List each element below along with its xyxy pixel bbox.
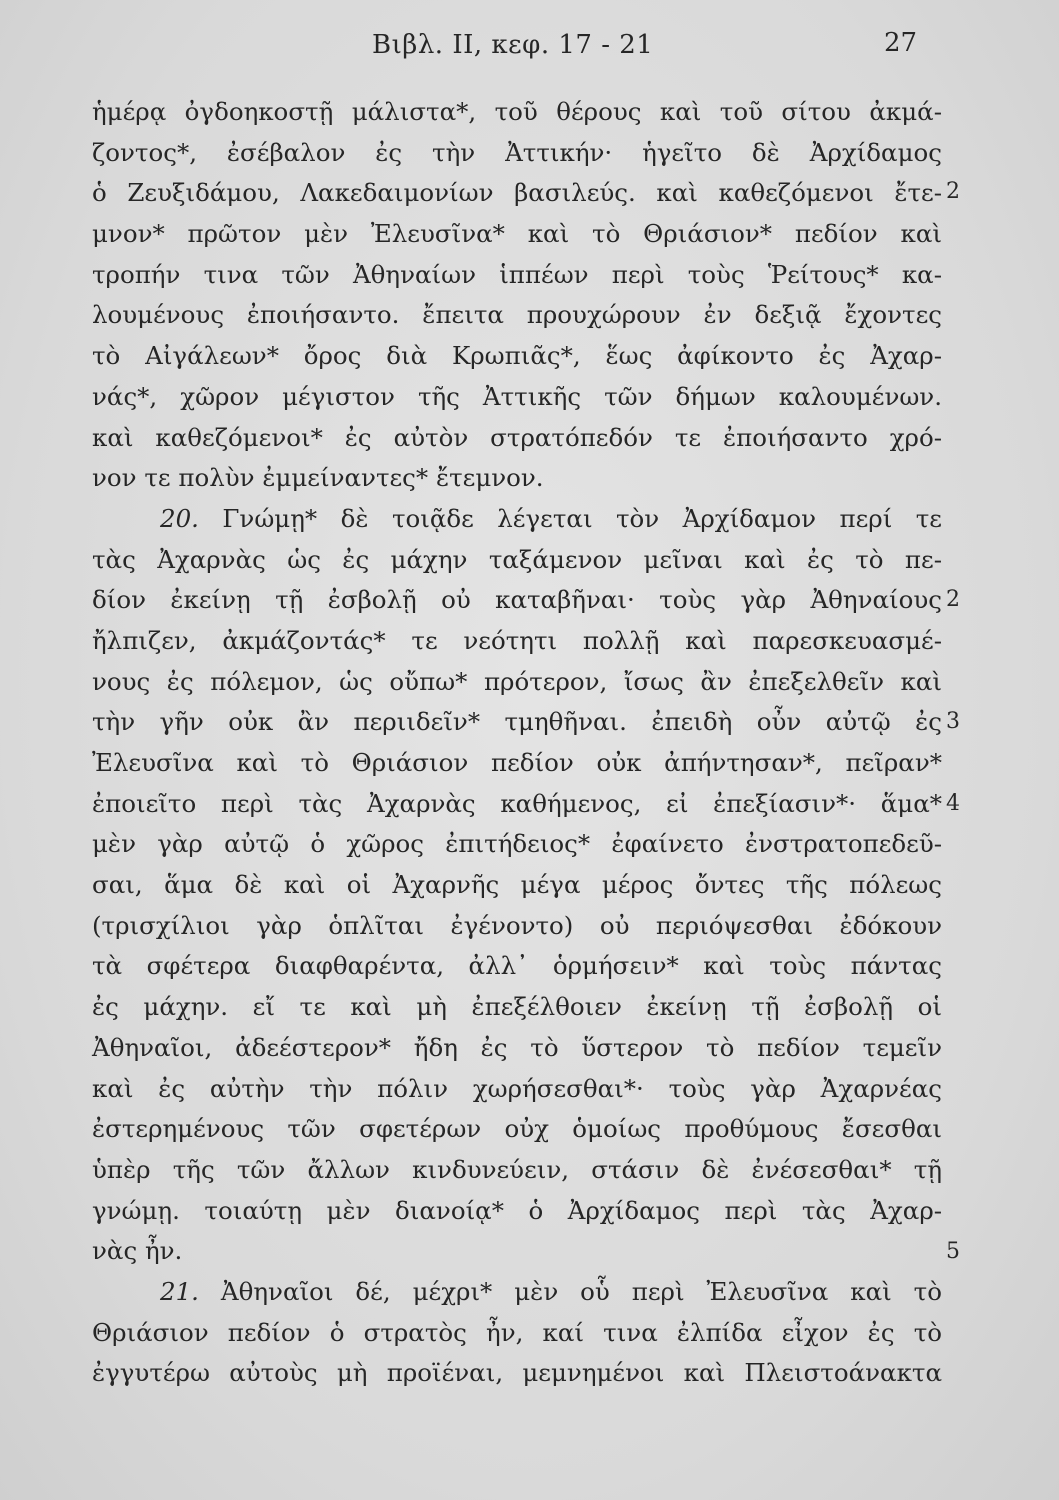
text-line: νον τε πολὺν ἐμμείναντες* ἔτεμνον. xyxy=(92,463,544,493)
text-line: μὲν γὰρ αὐτῷ ὁ χῶρος ἐπιτήδειος* ἐφαίνετο ἐνστρατοπεδεῦ- xyxy=(92,829,942,859)
margin-line-number: 5 xyxy=(946,1239,960,1264)
text-line: μνον* πρῶτον μὲν Ἐλευσῖνα* καὶ τὸ Θριάσιον* πεδίον καὶ xyxy=(92,219,942,249)
section-number: 20. xyxy=(160,503,199,533)
page-number: 27 xyxy=(884,28,918,58)
text-line: ἐστερημένους τῶν σφετέρων οὐχ ὁμοίως προθύμους ἔσεσθαι xyxy=(92,1114,942,1144)
text-line: ζοντος*, ἐσέβαλον ἐς τὴν Ἀττικήν· ἡγεῖτο δὲ Ἀρχίδαμος xyxy=(92,137,942,167)
text-line: νάς*, χῶρον μέγιστον τῆς Ἀττικῆς τῶν δήμων καλουμένων. xyxy=(92,381,942,411)
text-line: ἤλπιζεν, ἀκμάζοντάς* τε νεότητι πολλῇ καὶ παρεσκευασμέ- xyxy=(92,625,942,655)
section-start-line: 20. Γνώμῃ* δὲ τοιᾷδε λέγεται τὸν Ἀρχίδαμον περί τε xyxy=(160,503,942,533)
text-line: δίον ἐκείνῃ τῇ ἐσβολῇ οὐ καταβῆναι· τοὺς γὰρ Ἀθηναίους xyxy=(92,585,942,615)
text-line: σαι, ἅμα δὲ καὶ οἱ Ἀχαρνῆς μέγα μέρος ὄντες τῆς πόλεως xyxy=(92,870,942,900)
text-line: τροπήν τινα τῶν Ἀθηναίων ἱππέων περὶ τοὺς Ῥείτους* κα- xyxy=(92,259,942,289)
text-body xyxy=(92,92,942,1394)
text-line: ὑπὲρ τῆς τῶν ἄλλων κινδυνεύειν, στάσιν δὲ ἐνέσεσθαι* τῇ xyxy=(92,1154,942,1184)
text-line: (τρισχίλιοι γὰρ ὁπλῖται ἐγένοντο) οὐ περιόψεσθαι ἐδόκουν xyxy=(92,910,942,940)
text-line: ἐς μάχην. εἴ τε καὶ μὴ ἐπεξέλθοιεν ἐκείνῃ τῇ ἐσβολῇ οἱ xyxy=(92,992,942,1022)
text-line: ἐγγυτέρω αὐτοὺς μὴ προϊέναι, μεμνημένοι καὶ Πλειστοάνακτα xyxy=(92,1358,942,1388)
text-line: Ἐλευσῖνα καὶ τὸ Θριάσιον πεδίον οὐκ ἀπήντησαν*, πεῖραν* xyxy=(92,748,942,777)
text-line: τὸ Αἰγάλεων* ὄρος διὰ Κρωπιᾶς*, ἕως ἀφίκοντο ἐς Ἀχαρ- xyxy=(92,341,942,371)
text-line: καὶ καθεζόμενοι* ἐς αὐτὸν στρατόπεδόν τε ἐποιήσαντο χρό- xyxy=(92,422,942,452)
text-line: ὁ Ζευξιδάμου, Λακεδαιμονίων βασιλεύς. καὶ καθεζόμενοι ἔτε- xyxy=(92,178,942,208)
margin-line-number: 2 xyxy=(946,179,960,204)
text-line: ἡμέρᾳ ὀγδοηκοστῇ μάλιστα*, τοῦ θέρους καὶ τοῦ σίτου ἀκμά- xyxy=(92,97,942,126)
section-start-line: 21. Ἀθηναῖοι δέ, μέχρι* μὲν οὗ περὶ Ἐλευσῖνα καὶ τὸ xyxy=(160,1276,942,1306)
text-line: ἐποιεῖτο περὶ τὰς Ἀχαρνὰς καθήμενος, εἰ ἐπεξίασιν*· ἅμα* xyxy=(92,788,942,818)
text-line: Θριάσιον πεδίον ὁ στρατὸς ἦν, καί τινα ἐλπίδα εἶχον ἐς τὸ xyxy=(92,1317,942,1347)
margin-line-number: 3 xyxy=(946,709,960,734)
text-line: τὰ σφέτερα διαφθαρέντα, ἀλλ᾽ ὁρμήσειν* καὶ τοὺς πάντας xyxy=(92,951,942,981)
section-number: 21. xyxy=(160,1276,199,1306)
text-line: τὴν γῆν οὐκ ἂν περιιδεῖν* τμηθῆναι. ἐπειδὴ οὖν αὐτῷ ἐς xyxy=(92,707,942,737)
text-line: λουμένους ἐποιήσαντο. ἔπειτα προυχώρουν ἐν δεξιᾷ ἔχοντες xyxy=(92,300,942,330)
text-line: γνώμῃ. τοιαύτῃ μὲν διανοίᾳ* ὁ Ἀρχίδαμος περὶ τὰς Ἀχαρ- xyxy=(92,1195,942,1225)
margin-line-number: 4 xyxy=(946,791,960,816)
text-line: Ἀθηναῖοι, ἀδεέστερον* ἤδη ἐς τὸ ὕστερον τὸ πεδίον τεμεῖν xyxy=(92,1032,942,1062)
text-line: καὶ ἐς αὐτὴν τὴν πόλιν χωρήσεσθαι*· τοὺς γὰρ Ἀχαρνέας xyxy=(92,1073,942,1103)
running-header: Βιβλ. ΙΙ, κεφ. 17 - 21 xyxy=(372,30,654,60)
text-line: νὰς ἦν. xyxy=(92,1236,183,1266)
text-line: τὰς Ἀχαρνὰς ὡς ἐς μάχην ταξάμενον μεῖναι καὶ ἐς τὸ πε- xyxy=(92,544,942,574)
text-line: νους ἐς πόλεμον, ὡς οὔπω* πρότερον, ἴσως ἂν ἐπεξελθεῖν καὶ xyxy=(92,666,942,696)
margin-line-number: 2 xyxy=(946,587,960,612)
